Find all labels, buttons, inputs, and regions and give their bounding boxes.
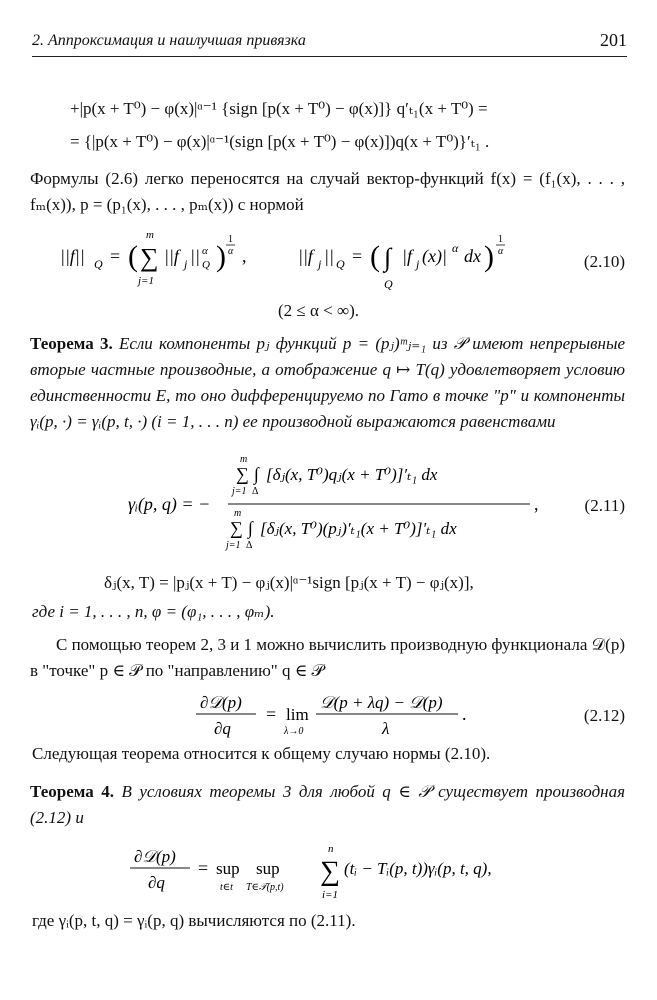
svg-text:): ) <box>216 240 226 273</box>
equation-delta: δⱼ(x, T) = |pⱼ(x + T) − φⱼ(x)|ᵅ⁻¹sign [pⱼ(x + T) − φⱼ(x)], <box>104 573 474 592</box>
svg-text:Q: Q <box>202 259 210 271</box>
running-title: 2. Аппроксимация и наилучшая привязка <box>32 32 306 49</box>
svg-text:λ: λ <box>382 719 390 738</box>
svg-text:∑: ∑ <box>230 518 243 538</box>
svg-text:∂q: ∂q <box>214 719 231 738</box>
theorem-3-title: Теорема 3. <box>30 334 113 353</box>
svg-text:[δⱼ(x, T⁰)(pⱼ)′ₜ₁(x + T⁰)]′ₜ₁: [δⱼ(x, T⁰)(pⱼ)′ₜ₁(x + T⁰)]′ₜ₁ dx <box>260 519 457 538</box>
svg-text:Q: Q <box>94 257 103 271</box>
svg-text:||f||: ||f|| <box>60 246 85 266</box>
svg-text:Q: Q <box>384 277 393 291</box>
svg-text:(x)|: (x)| <box>422 246 447 266</box>
svg-text:Δ: Δ <box>246 540 253 551</box>
top-equation-line-1: +|p(x + T⁰) − φ(x)|ᵅ⁻¹ {sign [p(x + T⁰) − φ(x)]} q′ₜ₁(x + T⁰) = <box>70 99 488 118</box>
svg-text:(tᵢ − Tᵢ(p, t))γᵢ(p, t, q),: (tᵢ − Tᵢ(p, t))γᵢ(p, t, q), <box>344 859 492 878</box>
svg-text:∫: ∫ <box>248 518 253 538</box>
svg-text:||f: ||f <box>164 246 179 266</box>
svg-text:i=1: i=1 <box>322 889 338 901</box>
theorem-4-title: Теорема 4. <box>30 782 114 801</box>
svg-text:∫: ∫ <box>384 243 392 272</box>
page-number: 201 <box>600 30 627 50</box>
svg-text:j=1: j=1 <box>232 486 247 497</box>
svg-text:∂𝒟(p): ∂𝒟(p) <box>134 847 176 866</box>
equation-number-2-10: (2.10) <box>583 252 625 271</box>
svg-text:1: 1 <box>498 234 503 245</box>
svg-text:α: α <box>452 241 459 255</box>
svg-text:α: α <box>228 246 234 257</box>
svg-text:,: , <box>534 494 539 514</box>
svg-text:||f: ||f <box>298 246 313 266</box>
svg-text:m: m <box>234 508 242 519</box>
paragraph-derivative: С помощью теорем 2, 3 и 1 можно вычислить производную функционала 𝒟(p) в "точке" p ∈ 𝒫 по "направлению" q ∈ 𝒫 <box>30 635 626 680</box>
running-header <box>32 30 627 57</box>
where-line: где i = 1, . . . , n, φ = (φ₁, . . . , φₘ). <box>32 602 275 621</box>
svg-text:=: = <box>352 246 363 266</box>
theorem-4 <box>30 779 625 831</box>
svg-text:sup: sup <box>256 859 280 878</box>
equation-2-10 <box>60 222 540 292</box>
svg-text:γᵢ(p, q) = −: γᵢ(p, q) = − <box>128 494 211 514</box>
svg-text:λ→0: λ→0 <box>284 726 304 737</box>
svg-text:Q: Q <box>336 257 345 271</box>
svg-text:|f: |f <box>402 246 412 266</box>
paragraph-next-theorem: Следующая теорема относится к общему случаю нормы (2.10). <box>32 744 491 763</box>
svg-text:t∈t: t∈t <box>220 882 233 893</box>
svg-text:m: m <box>146 229 154 241</box>
svg-text:∑: ∑ <box>236 464 249 484</box>
svg-text:j: j <box>318 257 322 271</box>
svg-text:=: = <box>198 858 209 878</box>
svg-text:=: = <box>266 704 277 724</box>
svg-text:𝒟(p + λq) − 𝒟(p): 𝒟(p + λq) − 𝒟(p) <box>320 693 443 712</box>
svg-text:||: || <box>190 246 200 266</box>
svg-text:dx: dx <box>464 246 481 266</box>
svg-text:j=1: j=1 <box>138 275 154 287</box>
svg-text:1: 1 <box>228 234 233 245</box>
top-equation-line-2: = {|p(x + T⁰) − φ(x)|ᵅ⁻¹(sign [p(x + T⁰) − φ(x)])q(x + T⁰)}′ₜ₁ . <box>70 132 490 151</box>
equation-supremum <box>130 840 550 904</box>
svg-text:lim: lim <box>286 705 309 724</box>
theorem-4-statement: В условиях теоремы 3 для любой q ∈ 𝒫 существует производная (2.12) и <box>30 782 626 827</box>
svg-text:T∈𝒯(p,t): T∈𝒯(p,t) <box>246 882 284 893</box>
svg-text:j: j <box>416 257 420 271</box>
svg-text:.: . <box>462 704 467 724</box>
svg-text:j: j <box>184 257 188 271</box>
final-line: где γᵢ(p, t, q) = γᵢ(p, q) вычисляются по (2.11). <box>32 911 356 930</box>
svg-text:||: || <box>324 246 334 266</box>
svg-text:α: α <box>202 245 208 257</box>
theorem-3 <box>30 331 625 435</box>
svg-text:∑: ∑ <box>320 856 340 887</box>
svg-text:m: m <box>240 454 248 465</box>
svg-text:∑: ∑ <box>140 243 159 272</box>
equation-2-11 <box>128 450 548 560</box>
equation-2-10-condition: (2 ≤ α < ∞). <box>278 301 360 320</box>
svg-text:(: ( <box>370 240 380 273</box>
equation-number-2-12: (2.12) <box>583 706 625 725</box>
svg-text:n: n <box>328 843 334 855</box>
svg-text:Δ: Δ <box>252 486 259 497</box>
equation-2-12 <box>196 688 486 746</box>
equation-number-2-11: (2.11) <box>584 496 625 515</box>
theorem-3-statement: Если компоненты pⱼ функций p = (pⱼ)ᵐⱼ₌₁ из 𝒫 имеют непрерывные вторые частные производные, а отображение q ↦ T(q) удовлетворяет условию единственности E, то оно дифференцируемо по Гато в точке "p" и компоненты γᵢ(p, ·) = γᵢ(p, t, ·) (i = 1, . . . n) ее производной выражаются равенствами <box>30 334 626 431</box>
paragraph-formulas: Формулы (2.6) легко переносятся на случай вектор-функций f(x) = (f₁(x), . . . , fₘ(x)), p = (p₁(x), . . . , pₘ(x)) с нормой <box>30 169 625 214</box>
svg-text:=: = <box>110 246 121 266</box>
svg-text:(: ( <box>128 240 138 273</box>
svg-text:sup: sup <box>216 859 240 878</box>
svg-text:∫: ∫ <box>254 464 259 484</box>
svg-text:): ) <box>484 240 494 273</box>
svg-text:α: α <box>498 246 504 257</box>
svg-text:[δⱼ(x, T⁰)qⱼ(x + T⁰)]′ₜ₁ dx: [δⱼ(x, T⁰)qⱼ(x + T⁰)]′ₜ₁ dx <box>266 465 438 484</box>
svg-text:,: , <box>242 246 247 266</box>
svg-text:∂𝒟(p): ∂𝒟(p) <box>200 693 242 712</box>
svg-text:j=1: j=1 <box>226 540 241 551</box>
svg-text:∂q: ∂q <box>148 873 165 892</box>
